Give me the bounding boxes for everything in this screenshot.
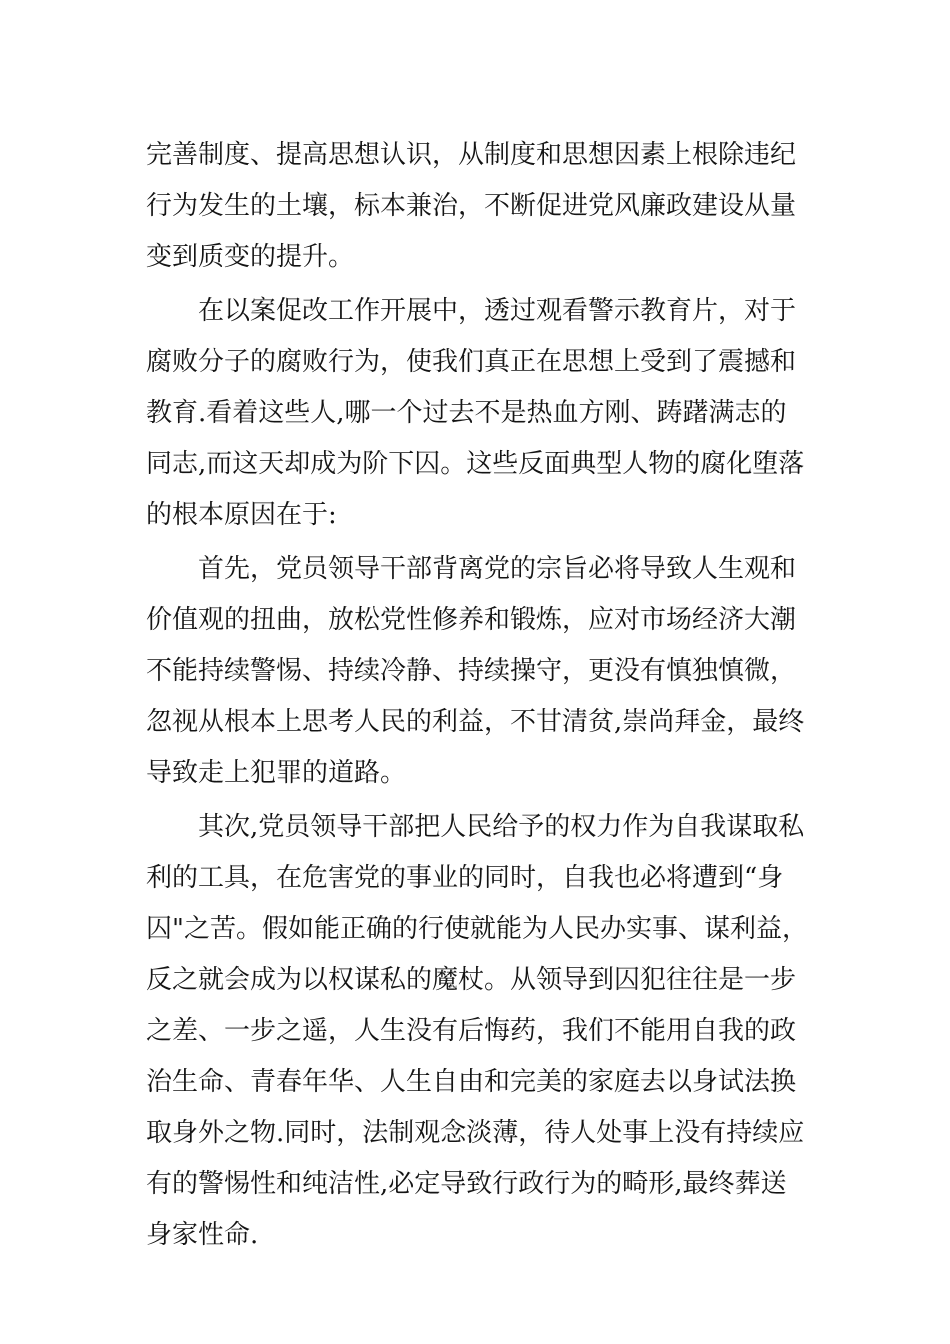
paragraph-line: 不能持续警惕、持续冷静、持续操守，更没有慎独慎微， (146, 656, 797, 686)
paragraph-line: 反之就会成为以权谋私的魔杖。从领导到囚犯往往是一步 (146, 965, 797, 995)
paragraph-line: 腐败分子的腐败行为，使我们真正在思想上受到了震撼和 (146, 347, 797, 377)
paragraph-line: 同志,而这天却成为阶下囚。这些反面典型人物的腐化堕落 (146, 449, 805, 479)
paragraph-line: 完善制度、提高思想认识，从制度和思想因素上根除违纪 (146, 140, 797, 170)
paragraph-line: 教育.看着这些人,哪一个过去不是热血方刚、踌躇满志的 (146, 398, 787, 428)
paragraph-line: 忽视从根本上思考人民的利益，不甘清贫,崇尚拜金，最终 (146, 707, 805, 737)
paragraph-line: 价值观的扭曲，放松党性修养和锻炼，应对市场经济大潮 (146, 605, 797, 635)
paragraph-3 (146, 544, 806, 799)
paragraph-line: 变到质变的提升。 (146, 242, 355, 272)
paragraph-line: 治生命、青春年华、人生自由和完美的家庭去以身试法换 (146, 1067, 797, 1097)
paragraph-line: 在以案促改工作开展中，透过观看警示教育片，对于 (198, 296, 797, 326)
paragraph-line: 的根本原因在于: (146, 500, 337, 530)
document-body (146, 130, 806, 1261)
paragraph-line: 首先，党员领导干部背离党的宗旨必将导致人生观和 (198, 554, 797, 584)
paragraph-line: 囚"之苦。假如能正确的行使就能为人民办实事、谋利益， (146, 914, 808, 944)
paragraph-2 (146, 286, 806, 541)
paragraph-4 (146, 802, 806, 1261)
paragraph-line: 导致走上犯罪的道路。 (146, 758, 407, 788)
paragraph-line: 其次,党员领导干部把人民给予的权力作为自我谋取私 (198, 812, 805, 842)
paragraph-line: 利的工具，在危害党的事业的同时，自我也必将遭到“身 (146, 863, 784, 893)
paragraph-line: 有的警惕性和纯洁性,必定导致行政行为的畸形,最终葬送 (146, 1169, 787, 1199)
paragraph-line: 取身外之物.同时，法制观念淡薄，待人处事上没有持续应 (146, 1118, 805, 1148)
paragraph-line: 行为发生的土壤，标本兼治，不断促进党风廉政建设从量 (146, 191, 797, 221)
paragraph-1 (146, 130, 806, 283)
paragraph-line: 之差、一步之遥，人生没有后悔药，我们不能用自我的政 (146, 1016, 797, 1046)
paragraph-line: 身家性命. (146, 1220, 259, 1250)
